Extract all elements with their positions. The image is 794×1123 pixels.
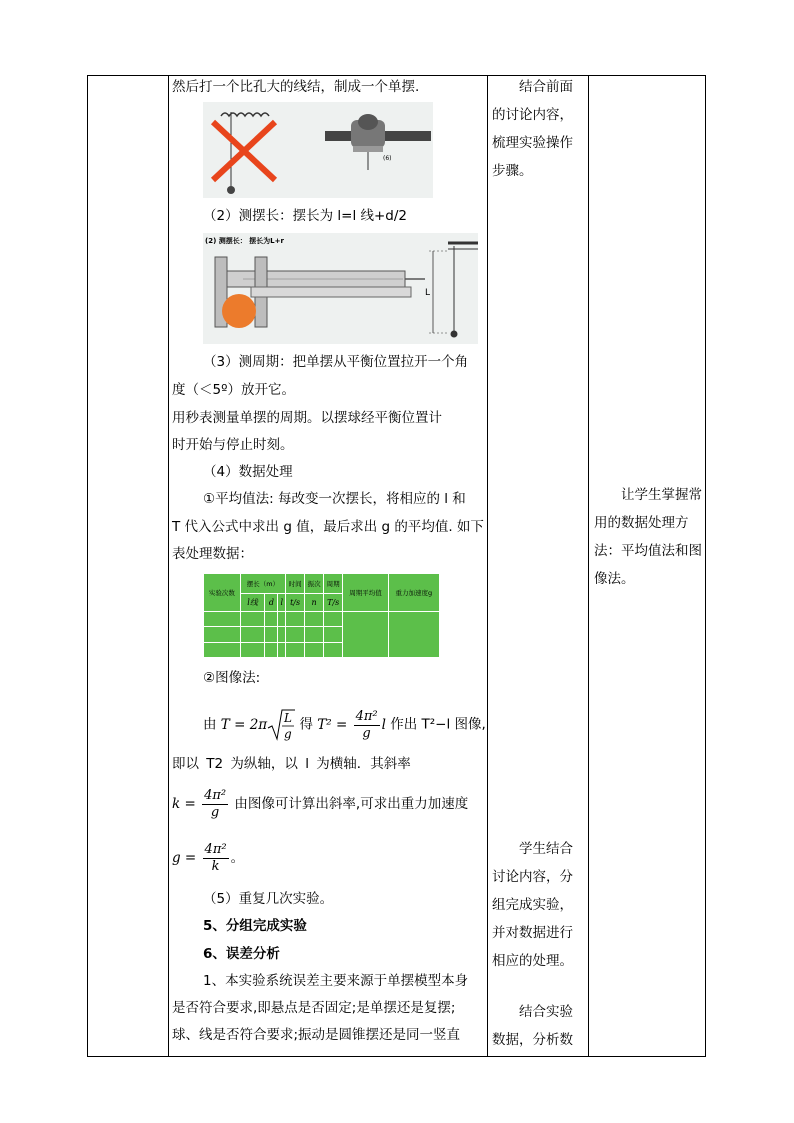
- table-subheader: l线: [240, 594, 265, 612]
- text-line: 是否符合要求,即悬点是否固定;是单摆还是复摆;: [172, 1000, 456, 1016]
- note-block: 让学生掌握常用的数据处理方法：平均值法和图像法。: [594, 487, 702, 587]
- text-line: T 代入公式中求出 g 值，最后求出 g 的平均值. 如下: [172, 519, 484, 535]
- note-block: 学生结合讨论内容，分组完成实验，并对数据进行相应的处理。: [492, 841, 573, 969]
- table-header: 周期平均值: [343, 574, 389, 612]
- table-header: 振次: [305, 574, 324, 594]
- text-line: 用秒表测量单摆的周期。以摆球经平衡位置计: [172, 410, 442, 426]
- text-line: 1、本实验系统误差主要来源于单摆模型本身: [203, 973, 469, 989]
- svg-text:L: L: [284, 711, 293, 725]
- formula-line: k = $\frac{\text{4π²}}{g}$ 由图像可计算出斜率,可求出重力加速度: [172, 788, 469, 820]
- note-block: 结合前面的讨论内容，梳理实验操作步骤。: [492, 79, 573, 179]
- formula-line: g = $\frac{\text{4π²}}{k}$ 。: [172, 842, 245, 874]
- step-measure-period: （3）测周期：把单摆从平衡位置拉开一个角: [203, 354, 469, 370]
- pendulum-knot-figure: [203, 102, 433, 198]
- table-subheader: l: [278, 594, 286, 612]
- table-subheader: n: [305, 594, 324, 612]
- table-header: 摆长（m）: [240, 574, 285, 594]
- graph-method-title: ②图像法:: [203, 670, 261, 686]
- formula-line: 由 T = 2π L g 得 T² = $\frac{\text{4π²}}{g}$ l 作出 T²−l 图像,: [203, 708, 486, 741]
- column-divider: [588, 75, 589, 1057]
- figure-label: (6): [383, 155, 392, 162]
- text-line: 然后打一个比孔大的线结，制成一个单摆.: [172, 79, 420, 95]
- step-repeat: （5）重复几次实验。: [203, 891, 334, 907]
- table-header: 重力加速度g: [388, 574, 439, 612]
- text-line: 即以 T2 为纵轴，以 l 为横轴．其斜率: [172, 756, 411, 772]
- note-block: 结合实验数据，分析数: [492, 1004, 573, 1048]
- table-header: 实验次数: [204, 574, 241, 612]
- length-label: L: [425, 288, 431, 298]
- data-table: [203, 573, 440, 658]
- step-measure-length: （2）测摆长：摆长为 l=l 线+d/2: [203, 208, 408, 224]
- svg-text:g: g: [284, 727, 292, 741]
- column-divider: [487, 75, 488, 1057]
- table-header: 周期: [324, 574, 343, 594]
- caliper-figure: [203, 233, 478, 344]
- table-subheader: t/s: [286, 594, 305, 612]
- step-data-processing: （4）数据处理: [203, 464, 293, 480]
- figure-caption: (2) 测摆长： 摆长为L+r: [205, 237, 284, 245]
- text-line: ①平均值法: 每改变一次摆长，将相应的 l 和: [203, 491, 466, 507]
- text-line: 度（＜5º）放开它。: [172, 382, 295, 398]
- table-subheader: d: [265, 594, 278, 612]
- period-formula: T = 2π L g: [221, 717, 295, 733]
- table-row: [204, 612, 440, 627]
- text-line: 球、线是否符合要求;振动是圆锥摆还是同一竖直: [172, 1027, 461, 1043]
- table-subheader: T/s: [324, 594, 343, 612]
- table-header: 时间: [286, 574, 305, 594]
- column-divider: [168, 75, 169, 1057]
- section-heading: 6、误差分析: [203, 946, 280, 962]
- section-heading: 5、分组完成实验: [203, 918, 307, 934]
- text-line: 表处理数据：: [172, 546, 253, 562]
- text-line: 时开始与停止时刻。: [172, 437, 294, 453]
